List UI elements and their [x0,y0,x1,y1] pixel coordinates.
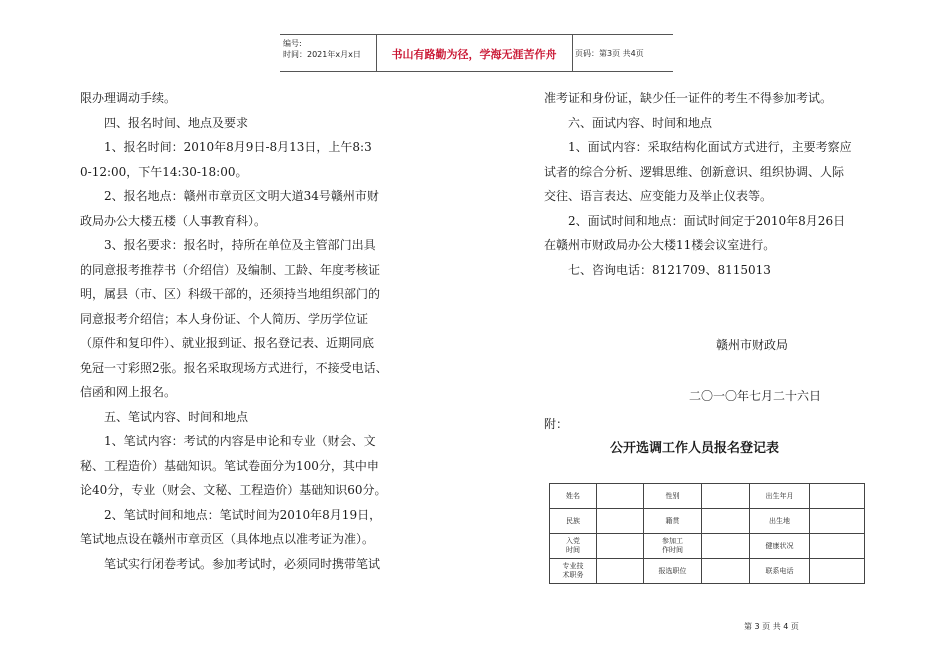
page-header [280,34,673,72]
form-title: 公开选调工作人员报名登记表 [610,441,780,456]
table-label-cell: 参加工 作时间 [644,534,702,559]
text-line: 交往、语言表达、应变能力及举止仪表等。 [544,189,773,203]
table-label-cell: 出生年月 [750,484,810,509]
table-input-cell[interactable] [702,534,750,559]
serial-label: 编号: [283,39,302,48]
text-line: 笔试实行闭卷考试。参加考试时，必须同时携带笔试 [80,556,381,571]
footer-page-number: 第 3 页 共 4 页 [744,622,799,631]
table-input-cell[interactable] [702,484,750,509]
header-motto: 书山有路勤为径，学海无涯苦作舟 [391,48,557,61]
header-page-cell [572,35,673,71]
signature-org: 赣州市财政局 [716,338,789,352]
table-input-cell[interactable] [597,509,644,534]
table-row [550,559,865,584]
table-label-cell: 民族 [550,509,597,534]
text-line: 1、面试内容：采取结构化面试方式进行，主要考察应 [544,140,852,154]
text-line: 论40分，专业（财会、文秘、工程造价）基础知识60分。 [80,483,387,497]
table-label-cell: 专业技 术职务 [550,559,597,584]
text-line: 信函和网上报名。 [80,385,177,399]
text-line: 四、报名时间、地点及要求 [80,115,249,130]
table-label-cell: 籍贯 [644,509,702,534]
text-line: 笔试地点设在赣州市章贡区（具体地点以准考证为准）。 [80,532,375,546]
text-line: 2、笔试时间和地点：笔试时间为2010年8月19日， [80,507,382,522]
table-input-cell[interactable] [810,559,865,584]
table-label-cell: 姓名 [550,484,597,509]
text-line: 政局办公大楼五楼（人事教育科）。 [80,213,267,228]
text-line: 1、笔试内容：考试的内容是申论和专业（财会、文 [80,434,376,448]
text-line: 2、面试时间和地点：面试时间定于2010年8月26日 [544,213,846,228]
signature-date: 二〇一〇年七月二十六日 [689,389,822,403]
text-line: 同意报考介绍信；本人身份证、个人简历、学历学位证 [80,311,369,326]
table-row [550,484,865,509]
table-label-cell: 联系电话 [750,559,810,584]
text-line: 试者的综合分析、逻辑思维、创新意识、组织协调、人际 [544,164,845,179]
text-line: 六、面试内容、时间和地点 [544,115,713,130]
header-page-label: 页码：第3页 共4页 [575,49,644,58]
text-line: 准考证和身份证，缺少任一证件的考生不得参加考试。 [544,91,833,105]
table-row [550,509,865,534]
header-motto-cell [376,35,573,71]
table-label-cell: 入党 时间 [550,534,597,559]
text-line: 免冠一寸彩照2张。报名采取现场方式进行，不接受电话、 [80,360,388,375]
text-line: 0-12:00，下午14:30-18:00。 [80,164,248,179]
table-input-cell[interactable] [810,534,865,559]
table-input-cell[interactable] [810,509,865,534]
table-label-cell: 报选职位 [644,559,702,584]
text-line: 3、报名要求：报名时，持所在单位及主管部门出具 [80,238,376,252]
time-label: 时间：2021年x月x日 [283,50,361,59]
table-label-cell: 性别 [644,484,702,509]
text-line: 2、报名地点：赣州市章贡区文明大道34号赣州市财 [80,189,379,203]
table-input-cell[interactable] [702,509,750,534]
table-input-cell[interactable] [597,534,644,559]
text-line: 的同意报考推荐书（介绍信）及编制、工龄、年度考核证 [80,262,381,277]
table-label-cell: 出生地 [750,509,810,534]
text-line: 七、咨询电话：8121709、8115013 [544,262,771,277]
table-input-cell[interactable] [597,559,644,584]
table-input-cell[interactable] [702,559,750,584]
header-meta [280,35,377,71]
text-line: 五、笔试内容、时间和地点 [80,409,249,424]
text-line: 限办理调动手续。 [80,91,177,105]
table-row [550,534,865,559]
attachment-label: 附： [544,417,569,431]
text-line: 明，属县（市、区）科级干部的，还须持当地组织部门的 [80,287,381,301]
text-line: 在赣州市财政局办公大楼11楼会议室进行。 [544,238,776,252]
registration-table [549,483,865,584]
table-label-cell: 健康状况 [750,534,810,559]
table-input-cell[interactable] [597,484,644,509]
text-line: 1、报名时间：2010年8月9日-8月13日，上午8:3 [80,140,372,154]
table-input-cell[interactable] [810,484,865,509]
text-line: （原件和复印件）、就业报到证、报名登记表、近期同底 [80,336,375,350]
text-line: 秘、工程造价）基础知识。笔试卷面分为100分，其中申 [80,458,379,473]
